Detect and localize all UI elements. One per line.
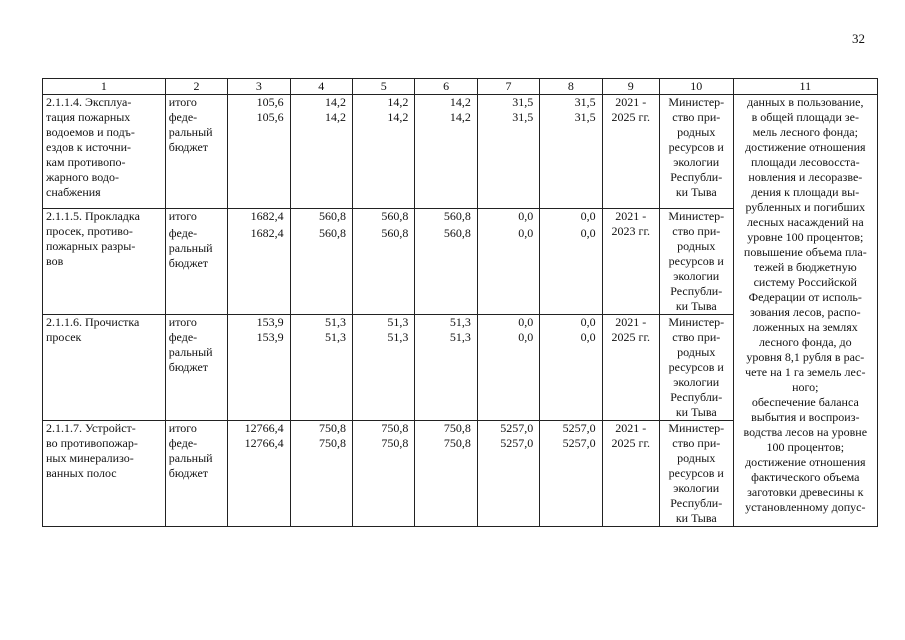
funding-label: итого [165, 314, 227, 330]
column-header: 6 [415, 79, 477, 95]
value-cell: 560,8 [415, 226, 477, 314]
value-cell: 0,0 [477, 330, 539, 420]
value-cell: 14,2 [415, 95, 477, 111]
value-cell: 5257,0 [477, 436, 539, 526]
column-header: 3 [228, 79, 290, 95]
period-cell: 2021 - 2025 гг. [602, 95, 659, 209]
column-header: 9 [602, 79, 659, 95]
value-cell: 1682,4 [228, 226, 290, 314]
value-cell: 153,9 [228, 330, 290, 420]
value-cell: 0,0 [540, 226, 602, 314]
value-cell: 750,8 [290, 420, 352, 436]
value-cell: 560,8 [290, 226, 352, 314]
funding-label: феде- ральный бюджет [165, 436, 227, 526]
value-cell: 560,8 [415, 208, 477, 226]
column-header: 11 [733, 79, 877, 95]
value-cell: 105,6 [228, 110, 290, 208]
value-cell: 14,2 [290, 110, 352, 208]
funding-label: итого [165, 420, 227, 436]
program-table [42, 78, 878, 527]
value-cell: 14,2 [353, 95, 415, 111]
page-number: 32 [852, 31, 865, 46]
value-cell: 14,2 [353, 110, 415, 208]
value-cell: 12766,4 [228, 436, 290, 526]
period-cell: 2021 - 2025 гг. [602, 420, 659, 526]
measure-name: 2.1.1.6. Прочистка просек [43, 314, 166, 420]
value-cell: 31,5 [477, 95, 539, 111]
value-cell: 1682,4 [228, 208, 290, 226]
measure-name: 2.1.1.5. Прокладка просек, противо- пожарных разры- вов [43, 208, 166, 314]
value-cell: 31,5 [540, 110, 602, 208]
column-header: 1 [43, 79, 166, 95]
period-cell: 2021 - 2025 гг. [602, 314, 659, 420]
value-cell: 750,8 [290, 436, 352, 526]
column-header: 7 [477, 79, 539, 95]
value-cell: 750,8 [353, 436, 415, 526]
value-cell: 31,5 [540, 95, 602, 111]
value-cell: 51,3 [353, 330, 415, 420]
executor-cell: Министер- ство при- родных ресурсов и экологии Республи- ки Тыва [659, 95, 733, 209]
executor-cell: Министер- ство при- родных ресурсов и экологии Республи- ки Тыва [659, 420, 733, 526]
column-header: 4 [290, 79, 352, 95]
funding-label: итого [165, 95, 227, 111]
value-cell: 750,8 [353, 420, 415, 436]
period-cell: 2021 - 2023 гг. [602, 208, 659, 314]
column-header: 8 [540, 79, 602, 95]
measure-name: 2.1.1.7. Устройст- во противопожар- ных минерализо- ванных полос [43, 420, 166, 526]
value-cell: 560,8 [353, 208, 415, 226]
funding-label: феде- ральный бюджет [165, 226, 227, 314]
value-cell: 31,5 [477, 110, 539, 208]
value-cell: 5257,0 [540, 420, 602, 436]
value-cell: 560,8 [290, 208, 352, 226]
value-cell: 105,6 [228, 95, 290, 111]
measure-name: 2.1.1.4. Эксплуа- тация пожарных водоемов и подъ- ездов к источни- кам противопо- жарного водо- снабжения [43, 95, 166, 209]
value-cell: 5257,0 [540, 436, 602, 526]
value-cell: 51,3 [290, 314, 352, 330]
value-cell: 51,3 [415, 314, 477, 330]
value-cell: 0,0 [540, 330, 602, 420]
funding-label: феде- ральный бюджет [165, 110, 227, 208]
table-row-total [43, 95, 878, 111]
value-cell: 750,8 [415, 436, 477, 526]
column-header: 5 [353, 79, 415, 95]
funding-label: итого [165, 208, 227, 226]
executor-cell: Министер- ство при- родных ресурсов и экологии Республи- ки Тыва [659, 208, 733, 314]
value-cell: 0,0 [477, 208, 539, 226]
header-row [43, 79, 878, 95]
value-cell: 560,8 [353, 226, 415, 314]
expected-results: данных в пользование, в общей площади зе- мель лесного фонда; достижение отношения площади лесовосста- новления и лесоразве- дения к площади вы- рубленных и погибших лесных насаждений на уровне 100 процентов; повышение объема пла- тежей в бюджетную систему Российской Федерации от исполь- зования лесов, распо- ложенных на землях лесного фонда, до уровня 8,1 рубля в рас- чете на 1 га земель лес- ного; обеспечение баланса выбытия и воспроиз- водства лесов на уровне 100 процентов; достижение отношения фактического объема заготовки древесины к установленному допус- [733, 95, 877, 527]
value-cell: 51,3 [353, 314, 415, 330]
value-cell: 51,3 [415, 330, 477, 420]
funding-label: феде- ральный бюджет [165, 330, 227, 420]
executor-cell: Министер- ство при- родных ресурсов и экологии Республи- ки Тыва [659, 314, 733, 420]
value-cell: 0,0 [540, 314, 602, 330]
value-cell: 0,0 [540, 208, 602, 226]
value-cell: 750,8 [415, 420, 477, 436]
value-cell: 14,2 [415, 110, 477, 208]
value-cell: 0,0 [477, 314, 539, 330]
value-cell: 14,2 [290, 95, 352, 111]
value-cell: 12766,4 [228, 420, 290, 436]
value-cell: 51,3 [290, 330, 352, 420]
column-header: 10 [659, 79, 733, 95]
value-cell: 5257,0 [477, 420, 539, 436]
value-cell: 0,0 [477, 226, 539, 314]
column-header: 2 [165, 79, 227, 95]
value-cell: 153,9 [228, 314, 290, 330]
